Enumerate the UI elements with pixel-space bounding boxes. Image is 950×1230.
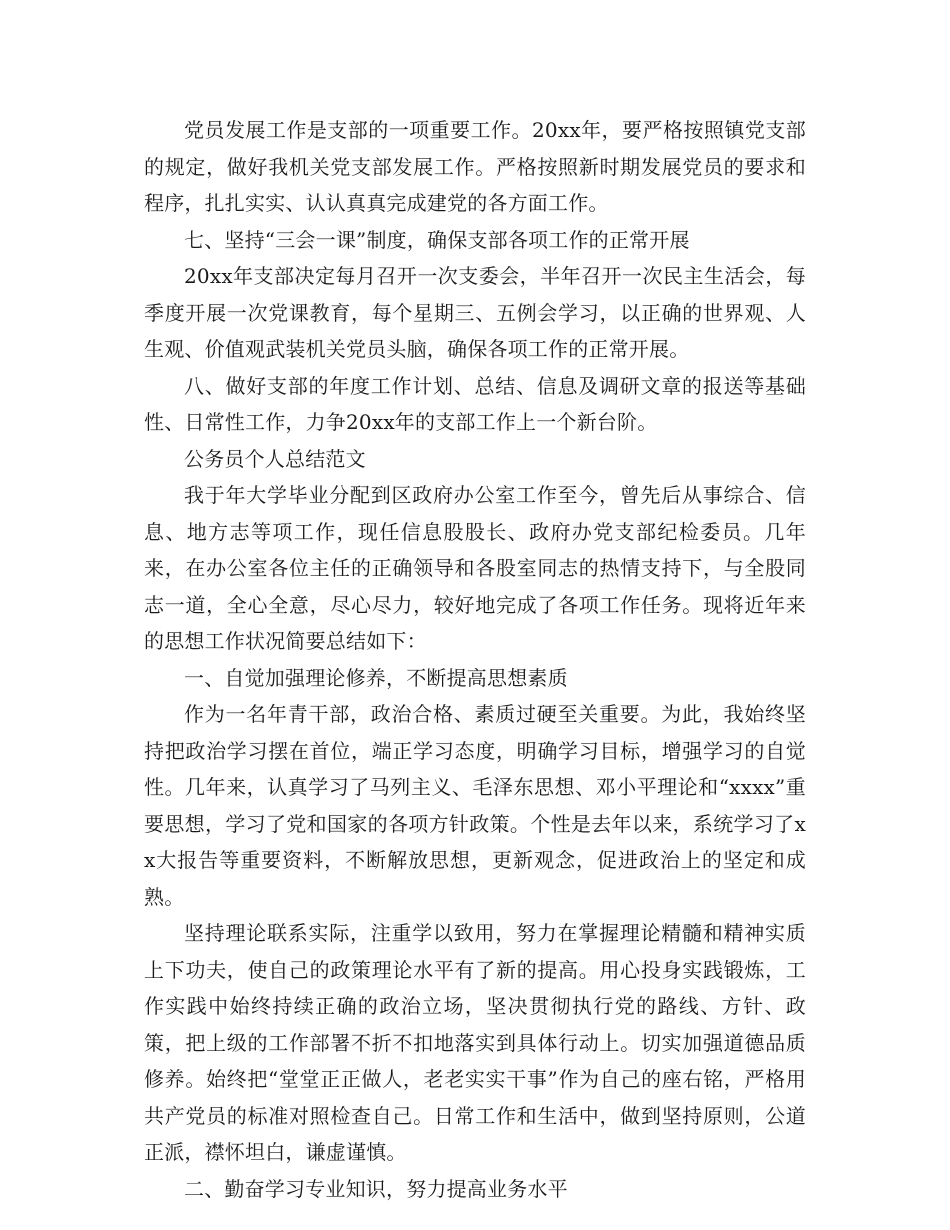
heading-section-one: 一、自觉加强理论修养，不断提高思想素质	[184, 665, 568, 690]
paragraph-meeting-schedule: 20xx年支部决定每月召开一次支委会，半年召开一次民主生活会，每季度开展一次党课教育，每个星期三、五例会学习，以正确的世界观、人生观、价值观武装机关党员头脑，确保各项工作的正常开展。	[144, 264, 806, 361]
heading-section-seven: 七、坚持“三会一课”制度，确保支部各项工作的正常开展	[184, 227, 690, 252]
document-body	[144, 112, 806, 1207]
paragraph-party-development: 党员发展工作是支部的一项重要工作。20xx年，要严格按照镇党支部的规定，做好我机关党支部发展工作。严格按照新时期发展党员的要求和程序，扎扎实实、认认真真完成建党的各方面工作。	[144, 118, 806, 215]
heading-section-two: 二、勤奋学习专业知识，努力提高业务水平	[184, 1176, 568, 1201]
paragraph-introduction: 我于年大学毕业分配到区政府办公室工作至今，曾先后从事综合、信息、地方志等项工作，现任信息股股长、政府办党支部纪检委员。几年来，在办公室各位主任的正确领导和各股室同志的热情支持下，与全股同志一道，全心全意，尽心尽力，较好地完成了各项工作任务。现将近年来的思想工作状况简要总结如下：	[144, 483, 806, 653]
document-title: 公务员个人总结范文	[184, 446, 366, 471]
heading-section-eight: 八、做好支部的年度工作计划、总结、信息及调研文章的报送等基础性、日常性工作，力争20xx年的支部工作上一个新台阶。	[144, 373, 806, 434]
paragraph-political-study: 作为一名年青干部，政治合格、素质过硬至关重要。为此，我始终坚持把政治学习摆在首位，端正学习态度，明确学习目标，增强学习的自觉性。几年来，认真学习了马列主义、毛泽东思想、邓小平理论和“xxxx”重要思想，学习了党和国家的各项方针政策。个性是去年以来，系统学习了xx大报告等重要资料，不断解放思想，更新观念，促进政治上的坚定和成熟。	[144, 702, 806, 909]
paragraph-theory-practice: 坚持理论联系实际，注重学以致用，努力在掌握理论精髓和精神实质上下功夫，使自己的政策理论水平有了新的提高。用心投身实践锻炼，工作实践中始终持续正确的政治立场，坚决贯彻执行党的路线、方针、政策，把上级的工作部署不折不扣地落实到具体行动上。切实加强道德品质修养。始终把“堂堂正正做人，老老实实干事”作为自己的座右铭，严格用共产党员的标准对照检查自己。日常工作和生活中，做到坚持原则，公道正派，襟怀坦白，谦虚谨慎。	[144, 921, 806, 1164]
